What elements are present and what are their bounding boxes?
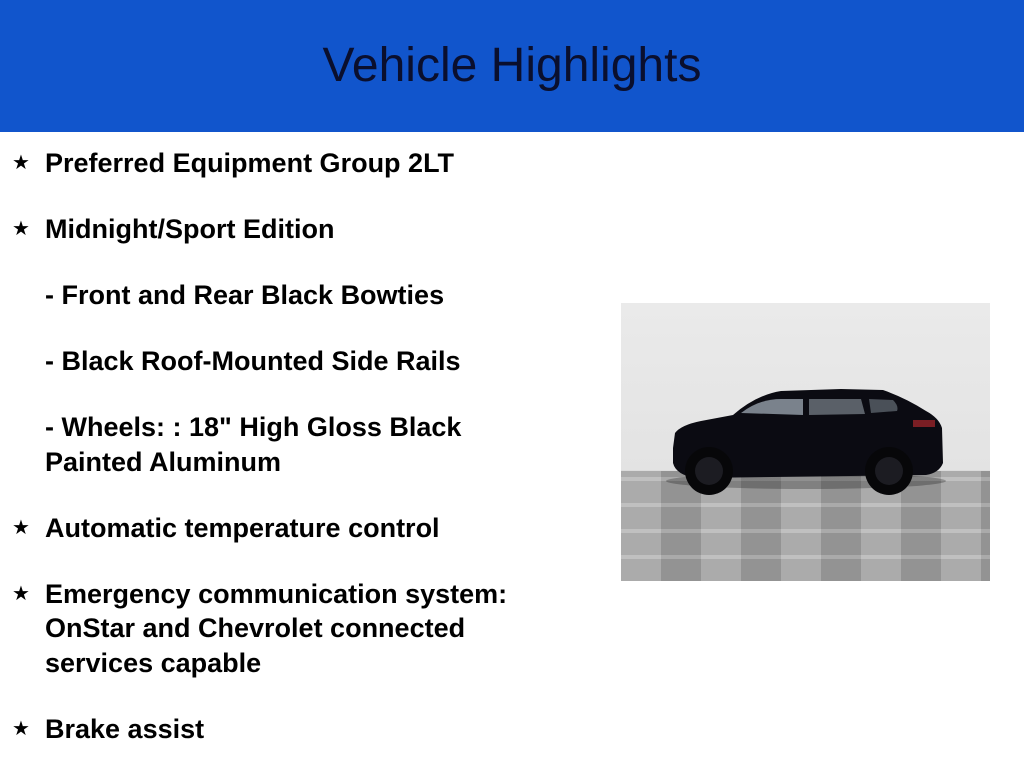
page-title: Vehicle Highlights bbox=[322, 38, 702, 92]
highlight-item bbox=[0, 146, 575, 181]
highlight-item bbox=[0, 577, 575, 681]
star-icon: ★ bbox=[12, 582, 30, 605]
highlight-subitem bbox=[0, 278, 575, 313]
highlight-subitem bbox=[0, 344, 575, 379]
star-icon: ★ bbox=[12, 218, 30, 240]
highlight-text: Midnight/Sport Edition bbox=[45, 214, 335, 244]
highlight-item bbox=[0, 212, 575, 247]
highlight-text: Brake assist bbox=[45, 713, 205, 744]
highlight-text: Automatic temperature control bbox=[45, 512, 440, 543]
highlight-item bbox=[0, 511, 575, 546]
highlight-text: - Front and Rear Black Bowties bbox=[45, 280, 445, 310]
highlight-text: Preferred Equipment Group 2LT bbox=[45, 148, 455, 178]
header-banner bbox=[0, 0, 1024, 132]
star-icon: ★ bbox=[12, 717, 30, 740]
highlight-subitem bbox=[0, 410, 525, 479]
vehicle-photo bbox=[621, 303, 990, 581]
highlight-text: - Wheels: : 18" High Gloss Black Painted Aluminum bbox=[45, 412, 462, 477]
highlight-item bbox=[0, 712, 575, 747]
star-icon: ★ bbox=[12, 152, 30, 174]
suv-icon bbox=[621, 303, 990, 581]
highlight-text: - Black Roof-Mounted Side Rails bbox=[45, 346, 461, 376]
highlights-list bbox=[0, 146, 600, 778]
highlight-text: Emergency communication system: OnStar and Chevrolet connected services capable bbox=[45, 578, 508, 678]
star-icon: ★ bbox=[12, 516, 30, 539]
